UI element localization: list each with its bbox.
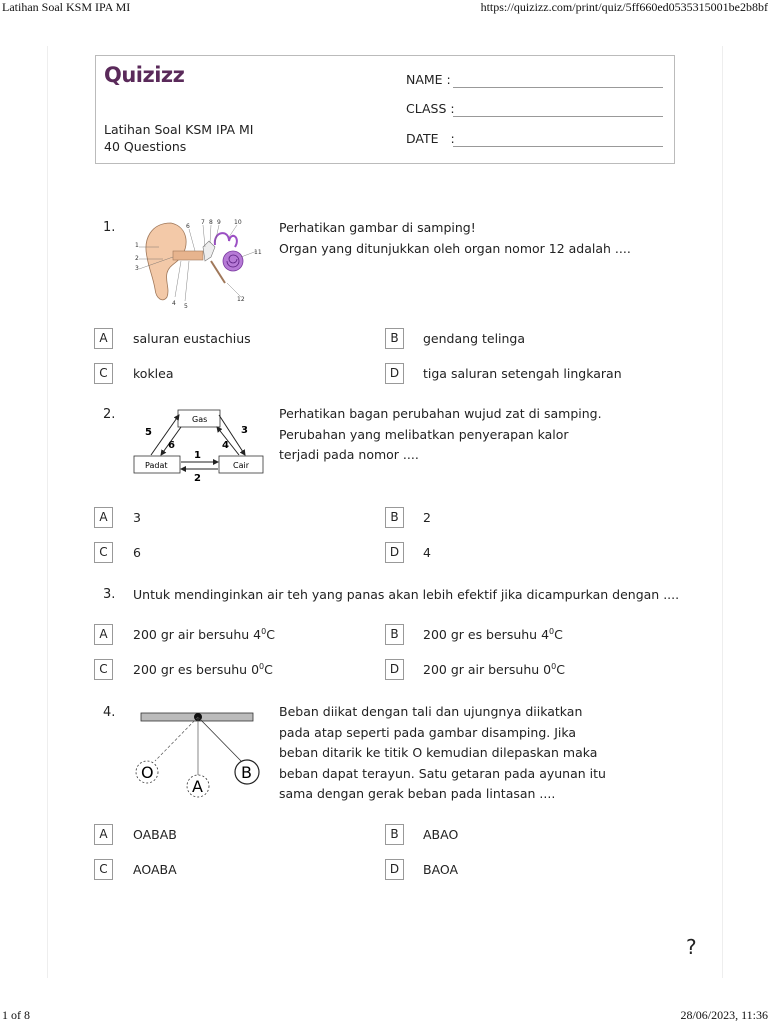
question-2-line-2: Perubahan yang melibatkan penyerapan kalor [279,426,569,442]
num-2: 2 [194,473,201,484]
ear-label-5: 5 [184,303,188,309]
q4-option-d-text: BAOA [423,862,459,877]
ear-label-1: 1 [135,242,139,249]
q2-option-d-text: 4 [423,545,431,560]
ear-label-12: 12 [237,296,245,303]
num-3: 3 [241,425,248,436]
question-4-line-5: sama dengan gerak beban pada lintasan .... [279,786,556,801]
name-label: NAME : [406,72,451,87]
question-3-text: Untuk mendinginkan air teh yang panas akan lebih efektif jika dicampurkan dengan .... [133,587,680,602]
q1-option-c-text: koklea [133,366,174,381]
ear-label-3: 3 [135,265,139,272]
pendulum-figure [133,705,265,805]
q2-option-a-letter: A [94,507,113,528]
q3d-pre: 200 gr air bersuhu 0 [423,662,552,678]
q2-option-b-letter: B [385,507,404,528]
q3b-post: C [554,627,563,643]
date-field [406,131,455,146]
q3-option-a-letter: A [94,624,113,645]
cochlea-shape [223,251,243,271]
ear-label-10: 10 [234,219,242,226]
name-field [406,72,451,87]
semicircular-canals [215,233,237,247]
question-1-text [279,218,631,259]
quiz-title: Latihan Soal KSM IPA MI [104,122,254,137]
q1-option-b-text: gendang telinga [423,331,526,346]
question-count: 40 Questions [104,139,187,154]
worksheet-header [95,55,675,164]
question-4-line-2: pada atap seperti pada gambar disamping. Jika [279,724,577,740]
q3d-sup: 0 [551,662,557,671]
q2-option-b-text: 2 [423,510,431,525]
help-icon[interactable]: ? [686,935,697,959]
date-label: DATE : [406,131,455,146]
ear-label-7: 7 [201,219,205,226]
class-line [453,116,663,117]
question-3-number: 3. [103,587,116,602]
brand-logo: Quizizz [104,63,185,87]
q3c-post: C [264,662,273,678]
q2-option-c-letter: C [94,542,113,563]
num-1: 1 [194,450,201,461]
pendulum-label-a: A [192,777,203,796]
phase-change-diagram [133,407,265,487]
question-4-line-4: beban dapat terayun. Satu getaran pada ayunan itu [279,765,606,781]
print-header [0,0,768,16]
question-1-number: 1. [103,220,116,235]
q3-option-d-text [423,662,565,677]
question-4-number: 4. [103,705,116,720]
q1-option-a-text: saluran eustachius [133,331,251,346]
ear-label-2: 2 [135,255,139,262]
q3a-pre: 200 gr air bersuhu 4 [133,627,262,643]
print-title: Latihan Soal KSM IPA MI [2,0,131,14]
ear-canal [173,251,203,260]
ear-label-8: 8 [209,219,213,226]
q3c-sup: 0 [259,662,265,671]
q3a-sup: 0 [261,627,267,636]
date-line [453,146,663,147]
q4-option-a-letter: A [94,824,113,845]
question-4-text [279,702,606,805]
q1-option-b-letter: B [385,328,404,349]
q4-option-d-letter: D [385,859,404,880]
q4-option-c-text: AOABA [133,862,177,877]
q3-option-b-text [423,627,563,642]
q2-option-a-text: 3 [133,510,141,525]
eustachian-tube [211,261,225,283]
ear-label-11: 11 [254,249,262,256]
ear-label-9: 9 [217,219,221,226]
print-footer [0,1008,768,1024]
question-2-line-3: terjadi pada nomor .... [279,447,419,462]
q3-option-a-text [133,627,275,642]
q3c-pre: 200 gr es bersuhu 0 [133,662,260,678]
page-number: 1 of 8 [2,1008,30,1022]
q3d-post: C [556,662,565,678]
q1-option-d-text: tiga saluran setengah lingkaran [423,366,622,381]
q3a-post: C [266,627,275,643]
q3-option-c-letter: C [94,659,113,680]
q2-option-d-letter: D [385,542,404,563]
ear-label-6: 6 [186,223,190,230]
pendulum-label-b: B [241,763,252,782]
question-4-line-3: beban ditarik ke titik O kemudian dilepaskan maka [279,745,598,760]
ear-label-4: 4 [172,300,176,307]
q1-option-d-letter: D [385,363,404,384]
num-4: 4 [222,440,229,451]
q4-option-a-text: OABAB [133,827,177,842]
q4-option-b-letter: B [385,824,404,845]
pendulum-label-o: O [141,763,154,782]
liquid-label: Cair [233,461,249,470]
question-4-line-1: Beban diikat dengan tali dan ujungnya diikatkan [279,704,583,719]
gas-label: Gas [192,415,208,424]
question-2-line-1: Perhatikan bagan perubahan wujud zat di samping. [279,406,602,421]
question-2-text [279,404,602,466]
solid-label: Padat [145,461,168,470]
q3-option-d-letter: D [385,659,404,680]
q3-option-c-text [133,662,273,677]
q3-option-b-letter: B [385,624,404,645]
q3b-sup: 0 [549,627,555,636]
print-url: https://quizizz.com/print/quiz/5ff660ed0535315001be2b8bf [480,0,768,14]
class-label: CLASS : [406,101,455,116]
num-5: 5 [145,427,152,438]
num-6: 6 [168,440,175,451]
q1-option-a-letter: A [94,328,113,349]
q2-option-c-text: 6 [133,545,141,560]
name-line [453,87,663,88]
question-2-number: 2. [103,407,116,422]
q4-option-b-text: ABAO [423,827,459,842]
class-field [406,101,455,116]
outer-ear-shape [146,223,186,300]
question-1-line-1: Perhatikan gambar di samping! [279,220,476,235]
ear-anatomy-figure [133,217,265,309]
q3b-pre: 200 gr es bersuhu 4 [423,627,550,643]
q4-option-c-letter: C [94,859,113,880]
question-1-line-2: Organ yang ditunjukkan oleh organ nomor 12 adalah .... [279,240,631,256]
q1-option-c-letter: C [94,363,113,384]
print-datetime: 28/06/2023, 11:36 [680,1008,768,1022]
